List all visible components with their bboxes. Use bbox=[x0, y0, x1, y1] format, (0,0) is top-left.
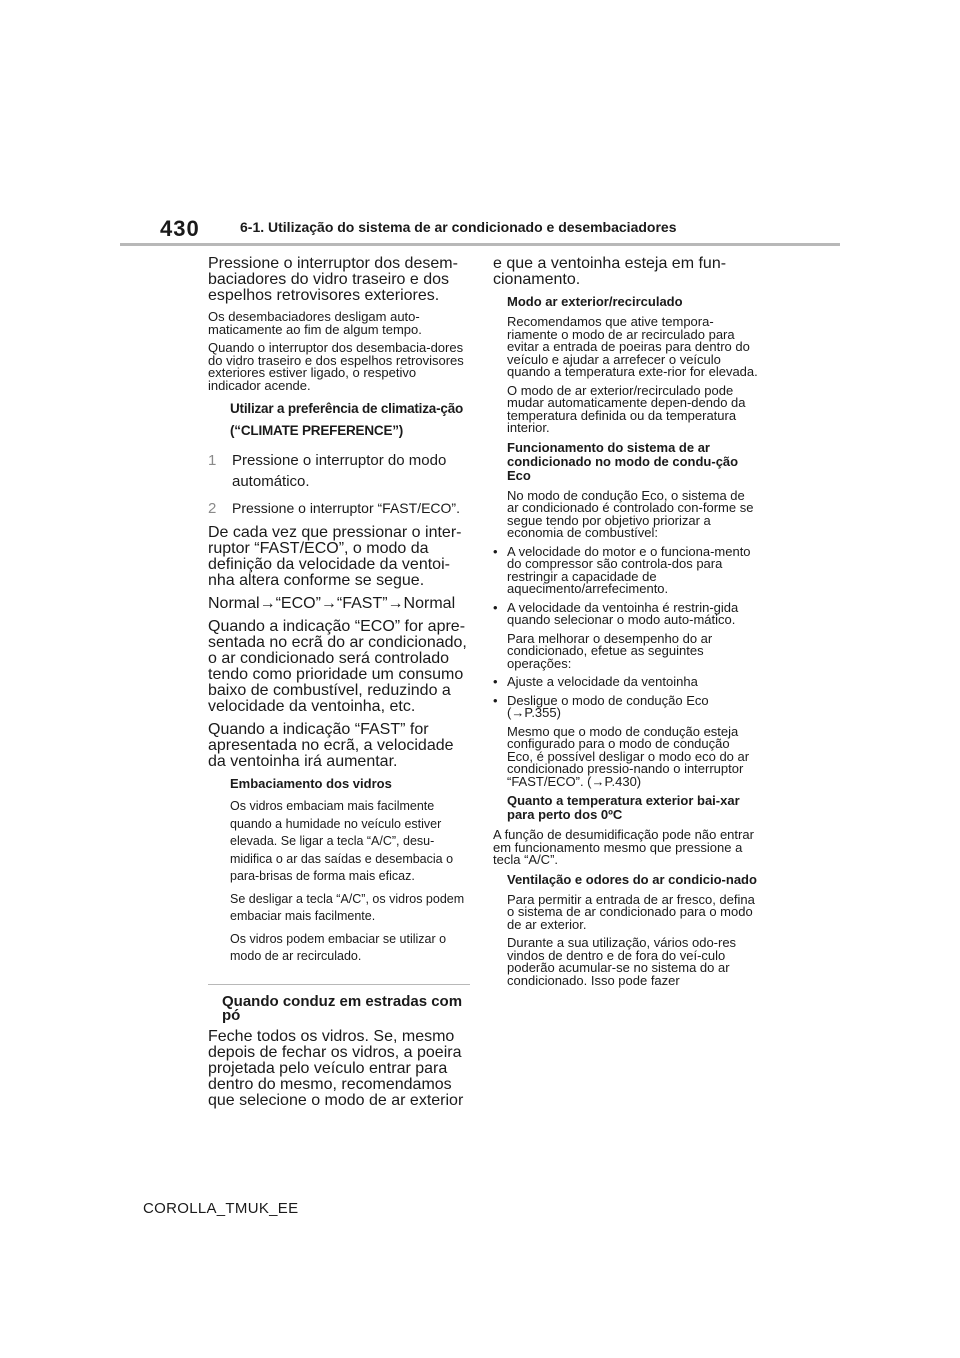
section-heading: Quando conduz em estradas com pó bbox=[222, 992, 463, 1024]
header-rule bbox=[120, 243, 840, 246]
subsection-heading: Utilizar a preferência de climatiza-ção (“CLIMATE PREFERENCE”) bbox=[230, 401, 464, 438]
paragraph: Quando o interruptor dos desembacia-dores do vidro traseiro e dos espelhos retrovisores exteriores estiver ligado, o respetivo indicador acende. bbox=[208, 340, 464, 393]
step-text: Pressione o interruptor “FAST/ECO”. bbox=[232, 500, 460, 516]
bullet-item bbox=[493, 692, 758, 720]
paragraph: e que a ventoinha esteja em fun-cionamento. bbox=[493, 255, 727, 288]
note-heading: Ventilação e odores do ar condicio-nado bbox=[507, 871, 757, 887]
note-paragraph: Os vidros embaciam mais facilmente quando a humidade no veículo estiver elevada. Se ligar a tecla “A/C”, desu-midifica o ar das saídas e desembacia o para-brisas de forma mais eficaz. bbox=[230, 799, 454, 883]
step-number: 2 bbox=[208, 500, 217, 517]
bullet-icon: • bbox=[493, 599, 498, 615]
bullet-icon: • bbox=[493, 543, 498, 559]
note-heading: Modo ar exterior/recirculado bbox=[507, 294, 683, 309]
note-paragraph: No modo de condução Eco, o sistema de ar condicionado é controlado con-forme se segue tendo por objetivo priorizar a economia de combustível: bbox=[507, 487, 754, 540]
page-number: 430 bbox=[160, 216, 200, 241]
note-heading: Embaciamento dos vidros bbox=[230, 776, 392, 791]
bullet-text: Desligue o modo de condução Eco (→P.355) bbox=[507, 692, 709, 720]
bullet-item bbox=[493, 599, 758, 627]
step-2 bbox=[208, 498, 470, 519]
note-heading: Funcionamento do sistema de ar condicionado no modo de condu-ção Eco bbox=[507, 439, 739, 483]
paragraph: Os desembaciadores desligam auto-maticamente ao fim de algum tempo. bbox=[208, 309, 422, 337]
step-1 bbox=[208, 450, 470, 492]
bullet-text: Ajuste a velocidade da ventoinha bbox=[507, 674, 698, 689]
paragraph: Normal→“ECO”→“FAST”→Normal bbox=[208, 595, 456, 612]
paragraph: Feche todos os vidros. Se, mesmo depois de fechar os vidros, a poeira projetada pelo veículo entrar para dentro do mesmo, recomendamos que selecione o modo de ar exterior bbox=[208, 1027, 464, 1109]
bullet-text: A velocidade da ventoinha é restrin-gida quando selecionar o modo auto-mático. bbox=[507, 599, 739, 627]
left-column bbox=[208, 256, 470, 1116]
note-paragraph: Se desligar a tecla “A/C”, os vidros podem embaciar mais facilmente. bbox=[230, 891, 465, 923]
document-code: COROLLA_TMUK_EE bbox=[143, 1200, 299, 1217]
paragraph: Pressione o interruptor dos desem-baciadores do vidro traseiro e dos espelhos retrovisores exteriores. bbox=[208, 255, 458, 304]
note-paragraph: Durante a sua utilização, vários odo-res vindos de dentro e de fora do veí-culo poderão acumular-se no sistema do ar condicionado. Isso pode fazer bbox=[507, 935, 737, 988]
bullet-text: A velocidade do motor e o funciona-mento do compressor são controla-dos para restringir a capacidade de aquecimento/arrefecimento. bbox=[507, 543, 751, 596]
note-paragraph: Os vidros podem embaciar se utilizar o modo de ar recirculado. bbox=[230, 931, 447, 963]
bullet-icon: • bbox=[493, 692, 498, 708]
section-title: 6-1. Utilização do sistema de ar condicionado e desembaciadores bbox=[240, 219, 677, 235]
paragraph: De cada vez que pressionar o inter-ruptor “FAST/ECO”, o modo da definição da velocidade da ventoi-nha altera conforme se segue. bbox=[208, 524, 462, 589]
step-text: Pressione o interruptor do modo automático. bbox=[232, 452, 447, 490]
note-paragraph: Para permitir a entrada de ar fresco, defina o sistema de ar condicionado para o modo de ar exterior. bbox=[507, 891, 755, 932]
bullet-item bbox=[493, 676, 758, 689]
step-number: 1 bbox=[208, 452, 217, 469]
paragraph: Quando a indicação “FAST” for apresentada no ecrã, a velocidade da ventoinha irá aumentar. bbox=[208, 721, 454, 770]
note-paragraph: A função de desumidificação pode não entrar em funcionamento mesmo que pressione a tecla “A/C”. bbox=[493, 827, 754, 867]
note-heading: Quanto a temperatura exterior bai-xar para perto dos 0ºC bbox=[507, 793, 740, 822]
note-paragraph: O modo de ar exterior/recirculado pode mudar automaticamente depen-dendo da temperatura definida ou da temperatura interior. bbox=[507, 382, 746, 435]
bullet-icon: • bbox=[493, 674, 498, 689]
note-paragraph: Para melhorar o desempenho do ar condicionado, efetue as seguintes operações: bbox=[507, 630, 713, 671]
paragraph: Quando a indicação “ECO” for apre-sentada no ecrã do ar condicionado, o ar condicionado será controlado tendo como prioridade um consumo baixo de combustível, reduzindo a velocidade da ventoinha, etc. bbox=[208, 618, 467, 715]
note-paragraph: Recomendamos que ative tempora-riamente o modo de ar recirculado para evitar a entrada de poeiras para dentro do veículo e ajudar a arrefecer o veículo quando a temperatura exte-rior for elevada. bbox=[507, 314, 758, 379]
right-column bbox=[493, 256, 758, 993]
section-divider bbox=[208, 984, 470, 985]
bullet-item bbox=[493, 543, 758, 596]
note-paragraph: Mesmo que o modo de condução esteja configurado para o modo de condução Eco, é possível desligar o modo eco do ar condicionado pressio-nando o interruptor “FAST/ECO”. (→P.430) bbox=[507, 723, 750, 789]
